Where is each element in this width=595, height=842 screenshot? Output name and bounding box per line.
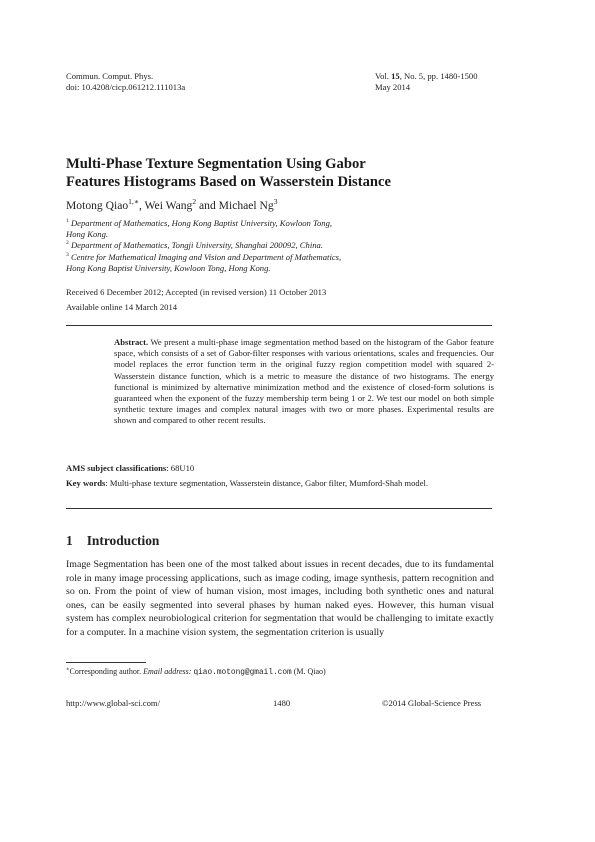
- keywords: Key words: Multi-phase texture segmentation, Wasserstein distance, Gabor filter, Mumford-Shah model.: [66, 478, 429, 488]
- copyright: ©2014 Global-Science Press: [382, 698, 482, 708]
- section-title: Introduction: [86, 533, 160, 548]
- author-name: Motong Qiao: [66, 199, 129, 212]
- author-name: Michael Ng: [218, 199, 274, 212]
- paper-title: Multi-Phase Texture Segmentation Using Gabor Features Histograms Based on Wasserstein Distance: [66, 156, 391, 190]
- section-heading: [66, 533, 159, 549]
- running-header-left: [66, 71, 185, 93]
- abstract: [114, 337, 494, 427]
- author-list: Motong Qiao$^{1,∗}$, Wei Wang$^2$ and Michael Ng$^3$: [66, 197, 278, 212]
- doi: doi: 10.4208/cicp.061212.111013a: [66, 82, 186, 92]
- volume-number: 15: [391, 71, 400, 81]
- issue-date: May 2014: [375, 82, 411, 92]
- affiliations: [66, 218, 496, 274]
- author-name: Wei Wang: [144, 199, 193, 212]
- affiliation-continued: Hong Kong Baptist University, Kowloon Tong, Hong Kong.: [66, 262, 271, 273]
- rule-top: [66, 325, 492, 326]
- abstract-text: We present a multi-phase image segmentation method based on the histogram of the Gabor feature space, which consists of a set of Gabor-filter responses with various orientations, scales and frequencies. Our model replaces the error function term in the original fuzzy region competition model with squared 2-Wasserstein distance function, which is a metric to measure the distance of two histograms. The energy functional is minimized by alternative minimization method and the existence of closed-form solutions is guaranteed when the exponent of the fuzzy membership term being 1 or 2. We test our model on both simple synthetic texture images and complex natural images with two or more phases. Experimental results are shown and compared to other recent results.: [114, 337, 494, 426]
- abstract-label: Abstract.: [114, 337, 149, 347]
- affiliation: $^1$ Department of Mathematics, Hong Kong Baptist University, Kowloon Tong,: [66, 218, 333, 228]
- affiliation: $^3$ Centre for Mathematical Imaging and Vision and Department of Mathematics,: [66, 251, 342, 262]
- email-address: qiao.motong@gmail.com: [193, 669, 292, 677]
- received-dates: Received 6 December 2012; Accepted (in revised version) 11 October 2013: [66, 287, 327, 297]
- available-online: Available online 14 March 2014: [66, 302, 178, 312]
- publisher-url: http://www.global-sci.com/: [66, 698, 160, 708]
- ams-classification: AMS subject classifications: 68U10: [66, 463, 195, 473]
- affiliation: $^2$ Department of Mathematics, Tongji University, Shanghai 200092, China.: [66, 240, 323, 251]
- journal-name: Commun. Comput. Phys.: [66, 71, 154, 81]
- footnote: ∗Corresponding author. Email address: qiao.motong@gmail.com (M. Qiao): [66, 666, 326, 677]
- rule-bottom: [66, 508, 492, 509]
- page-number: 1480: [273, 698, 291, 708]
- intro-paragraph: Image Segmentation has been one of the most talked about issues in recent decades, due to its fundamental role in many image processing applications, such as image coding, image synthesis, pattern recognition and so on. From the point of view of human vision, most images, including both synthetic ones and natural ones, can be easily segmented into several phases by human naked eyes. However, this human visual system has complex neurobiological criterion for segmentation that would be challenging to imitate exactly for a computer. In a machine vision system, the segmentation criterion is usually: [66, 559, 494, 638]
- running-header-right: [375, 71, 478, 93]
- volume-info: Vol. 15, No. 5, pp. 1480-1500: [375, 71, 478, 81]
- section-number: 1: [66, 533, 73, 548]
- affiliation-continued: Hong Kong.: [66, 229, 109, 240]
- footnote-rule: [66, 662, 146, 663]
